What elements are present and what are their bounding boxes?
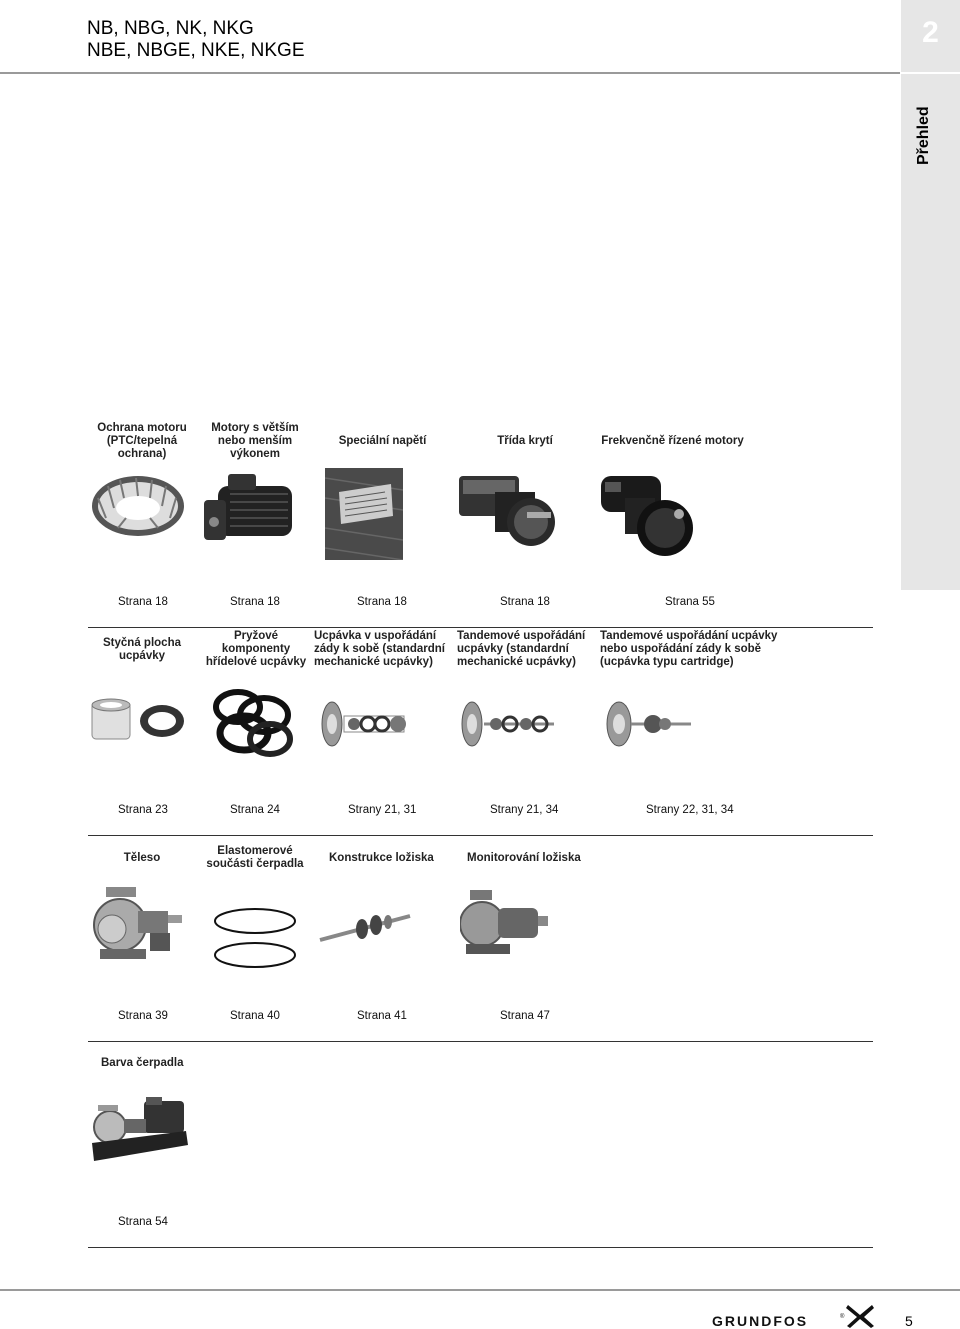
header-rule <box>0 72 900 74</box>
tab-divider <box>901 72 960 74</box>
seal-face-image <box>88 693 188 745</box>
chapter-number: 2 <box>922 16 939 49</box>
page-ref: Strana 18 <box>357 596 407 608</box>
label-tandem: Tandemové uspořádání ucpávky (standardní mechanické ucpávky) <box>457 630 586 668</box>
title-line-2: NBE, NBGE, NKE, NKGE <box>87 40 305 61</box>
o-rings-image <box>208 683 298 761</box>
label-rubber-parts: Pryžové komponenty hřídelové ucpávky <box>205 630 307 668</box>
label-bearing-design: Konstrukce ložiska <box>329 852 434 864</box>
bearing-monitoring-image <box>460 888 550 960</box>
freq-motor-image <box>595 468 695 560</box>
page-ref: Strana 18 <box>118 596 168 608</box>
back-to-back-seal-image <box>320 700 412 748</box>
title-line-1: NB, NBG, NK, NKG <box>87 18 254 39</box>
section-rule <box>88 835 873 836</box>
label-elastomers: Elastomerové součásti čerpadla <box>206 845 304 870</box>
label-pump-colour: Barva čerpadla <box>101 1057 184 1069</box>
label-motor-power: Motory s větším nebo menším výkonem <box>211 422 299 460</box>
label-motor-protection: Ochrana motoru (PTC/tepelná ochrana) <box>97 422 187 460</box>
grundfos-logo <box>712 1303 876 1329</box>
cartridge-seal-image <box>605 700 695 748</box>
page-ref: Strana 40 <box>230 1010 280 1022</box>
svg-text:GRUNDFOS: GRUNDFOS <box>712 1313 809 1329</box>
enclosure-motor-image <box>455 472 555 552</box>
document-title <box>87 18 305 62</box>
label-seal-face: Styčná plocha ucpávky <box>103 637 181 662</box>
page-number: 5 <box>905 1313 913 1329</box>
pump-casing-image <box>90 883 186 965</box>
page-ref: Strana 23 <box>118 804 168 816</box>
label-enclosure-class: Třída krytí <box>497 435 553 447</box>
page-ref: Strany 21, 31 <box>348 804 417 816</box>
label-freq-motors: Frekvenčně řízené motory <box>601 435 744 447</box>
page-ref: Strana 47 <box>500 1010 550 1022</box>
footer-rule <box>0 1289 960 1291</box>
section-rule <box>88 1041 873 1042</box>
svg-text:®: ® <box>840 1314 845 1320</box>
page-ref: Strana 41 <box>357 1010 407 1022</box>
page-ref: Strana 54 <box>118 1216 168 1228</box>
ptc-coil-image <box>88 468 188 548</box>
page-ref: Strany 22, 31, 34 <box>646 804 734 816</box>
label-cartridge: Tandemové uspořádání ucpávky nebo uspořádání zády k sobě (ucpávka typu cartridge) <box>600 630 778 668</box>
page-ref: Strana 18 <box>230 596 280 608</box>
label-bearing-monitoring: Monitorování ložiska <box>467 852 581 864</box>
motor-image <box>200 470 300 550</box>
section-rule <box>88 1247 873 1248</box>
elastomer-rings-image <box>210 905 300 970</box>
chapter-tab <box>901 0 960 590</box>
tandem-seal-image <box>460 700 556 748</box>
section-rule <box>88 627 873 628</box>
painted-pump-image <box>88 1095 192 1165</box>
page-ref: Strana 39 <box>118 1010 168 1022</box>
bearing-shaft-image <box>318 908 412 948</box>
chapter-label: Přehled <box>915 106 932 165</box>
page-ref: Strany 21, 34 <box>490 804 559 816</box>
label-special-voltage: Speciální napětí <box>338 435 427 447</box>
label-casing: Těleso <box>123 852 161 864</box>
page-ref: Strana 18 <box>500 596 550 608</box>
nameplate-image <box>325 468 403 560</box>
label-back-to-back: Ucpávka v uspořádání zády k sobě (standardní mechanické ucpávky) <box>314 630 446 668</box>
page-ref: Strana 55 <box>665 596 715 608</box>
page-ref: Strana 24 <box>230 804 280 816</box>
